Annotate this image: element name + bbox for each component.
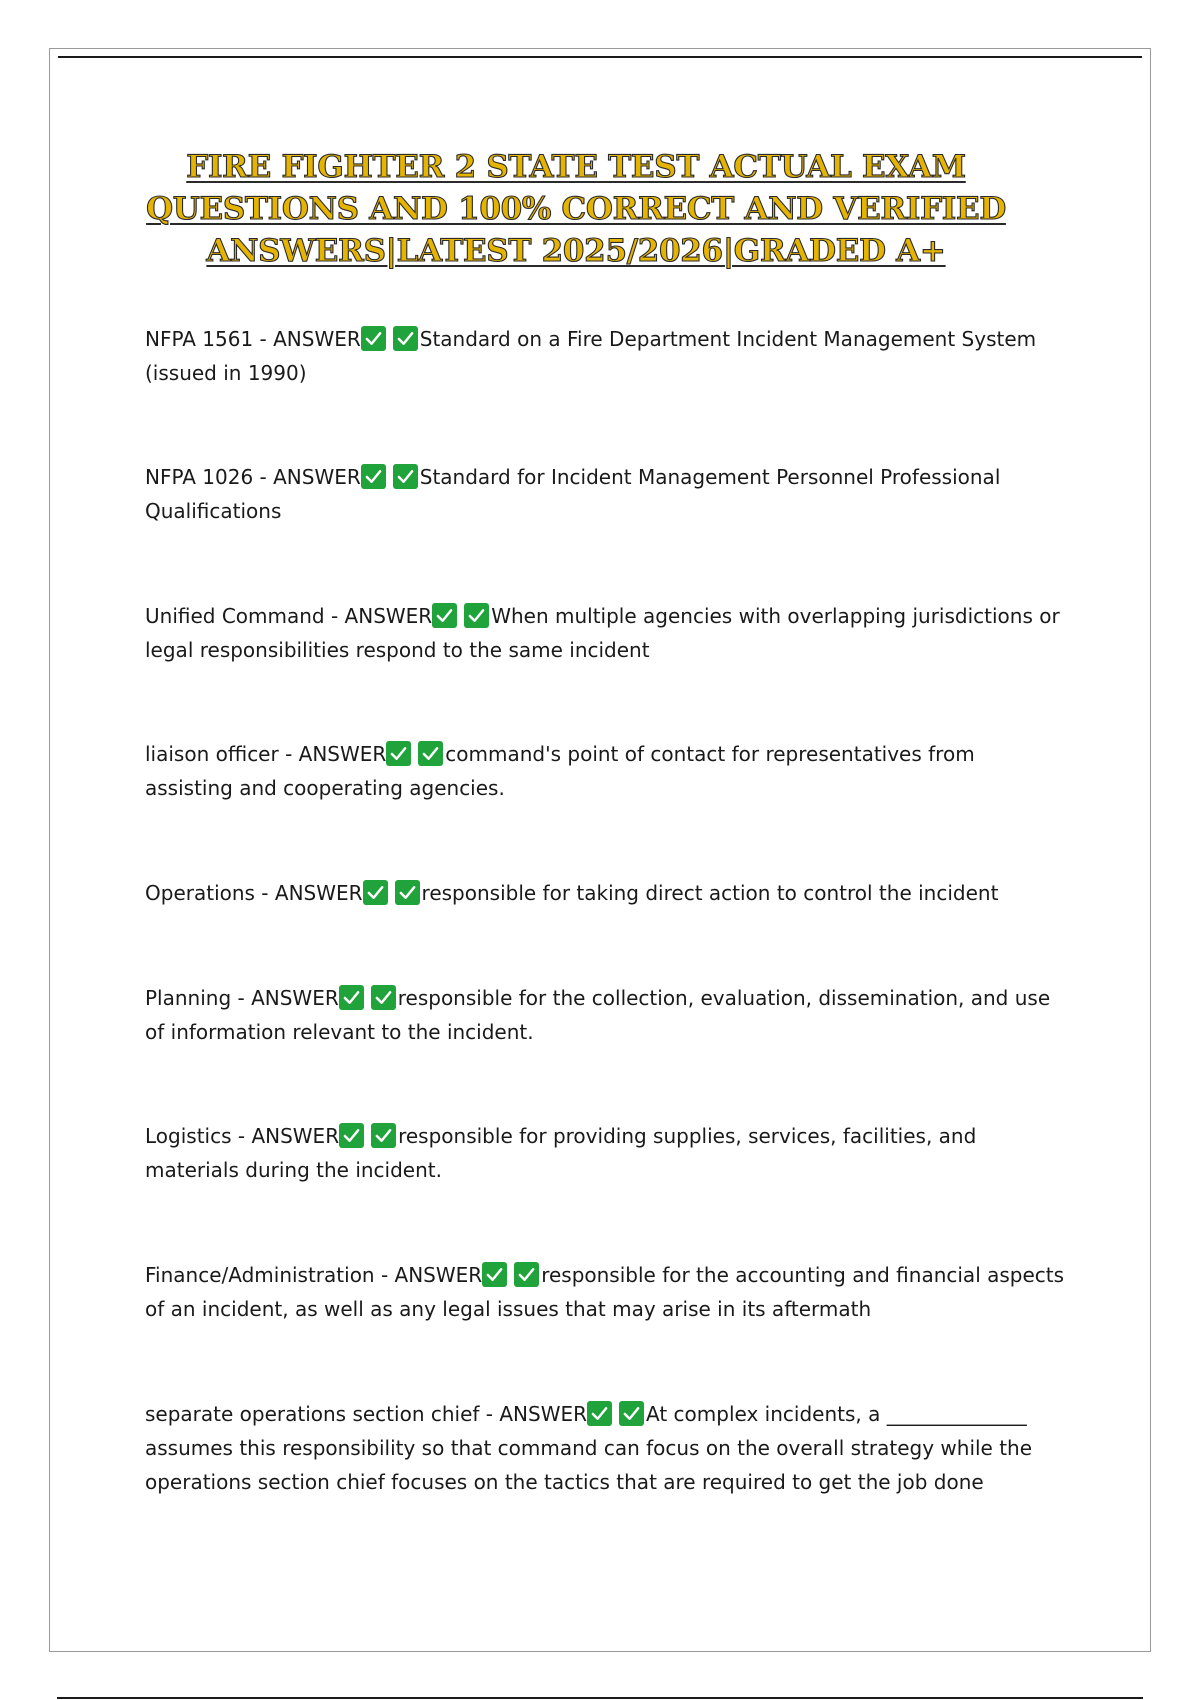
entry-answer: responsible for providing supplies, services, facilities, and materials during the incident. [145, 1124, 977, 1182]
check-mark-icon [361, 464, 386, 489]
check-mark-icon [482, 1262, 507, 1287]
entry-term: NFPA 1026 [145, 465, 254, 489]
check-mark-icon [339, 1123, 364, 1148]
check-mark-icon [432, 603, 457, 628]
qa-entry [145, 1397, 1065, 1499]
entry-term: Planning [145, 986, 232, 1010]
check-mark-icon [514, 1262, 539, 1287]
check-mark-icon [361, 326, 386, 351]
answer-marker: - ANSWER [253, 327, 361, 351]
answer-marker: - ANSWER [231, 1124, 340, 1148]
entry-answer: When multiple agencies with overlapping jurisdictions or legal responsibilities respond to the same incident [145, 604, 1060, 662]
check-mark-icon [393, 464, 418, 489]
qa-entry [145, 876, 1065, 910]
qa-entry [145, 460, 1065, 528]
entry-term: Finance/Administration [145, 1263, 375, 1287]
bottom-rule [57, 1697, 1143, 1699]
document-title: FIRE FIGHTER 2 STATE TEST ACTUAL EXAM QUESTIONS AND 100% CORRECT AND VERIFIED ANSWERS|LATEST 2025/2026|GRADED A+ [146, 149, 1006, 269]
check-mark-icon [418, 741, 443, 766]
entry-term: liaison officer [145, 742, 279, 766]
check-mark-icon [371, 1123, 396, 1148]
qa-entry [145, 981, 1065, 1049]
check-mark-icon [386, 741, 411, 766]
answer-marker: - ANSWER [231, 986, 339, 1010]
answer-marker: - ANSWER [254, 881, 363, 905]
answer-marker: - ANSWER [324, 604, 433, 628]
check-mark-icon [587, 1401, 612, 1426]
entry-term: Logistics [145, 1124, 232, 1148]
entry-term: Operations [145, 881, 255, 905]
entry-answer: Standard on a Fire Department Incident Management System (issued in 1990) [145, 327, 1037, 385]
check-mark-icon [619, 1401, 644, 1426]
check-mark-icon [464, 603, 489, 628]
top-rule [58, 56, 1142, 58]
check-mark-icon [363, 880, 388, 905]
entry-answer: Standard for Incident Management Personnel Professional Qualifications [145, 465, 1001, 523]
entry-answer: command's point of contact for representatives from assisting and cooperating agencies. [145, 742, 975, 800]
entry-answer: responsible for the accounting and financial aspects of an incident, as well as any legal issues that may arise in its aftermath [145, 1263, 1065, 1321]
entry-term: separate operations section chief [145, 1402, 480, 1426]
check-mark-icon [395, 880, 420, 905]
qa-entry [145, 737, 1065, 805]
answer-marker: - ANSWER [479, 1402, 588, 1426]
check-mark-icon [371, 985, 396, 1010]
qa-entry [145, 322, 1065, 390]
entry-answer: responsible for taking direct action to control the incident [421, 881, 999, 905]
answer-marker: - ANSWER [374, 1263, 483, 1287]
check-mark-icon [393, 326, 418, 351]
answer-marker: - ANSWER [278, 742, 387, 766]
qa-entry [145, 1258, 1065, 1326]
qa-entry [145, 1119, 1065, 1187]
check-mark-icon [339, 985, 364, 1010]
entry-answer: At complex incidents, a ______________ assumes this responsibility so that command can focus on the overall strategy while the operations section chief focuses on the tactics that are required to get the job done [145, 1402, 1033, 1494]
entry-term: NFPA 1561 [145, 327, 254, 351]
entry-answer: responsible for the collection, evaluation, dissemination, and use of information relevant to the incident. [145, 986, 1051, 1044]
entry-term: Unified Command [145, 604, 325, 628]
answer-marker: - ANSWER [253, 465, 361, 489]
qa-entry [145, 599, 1065, 667]
